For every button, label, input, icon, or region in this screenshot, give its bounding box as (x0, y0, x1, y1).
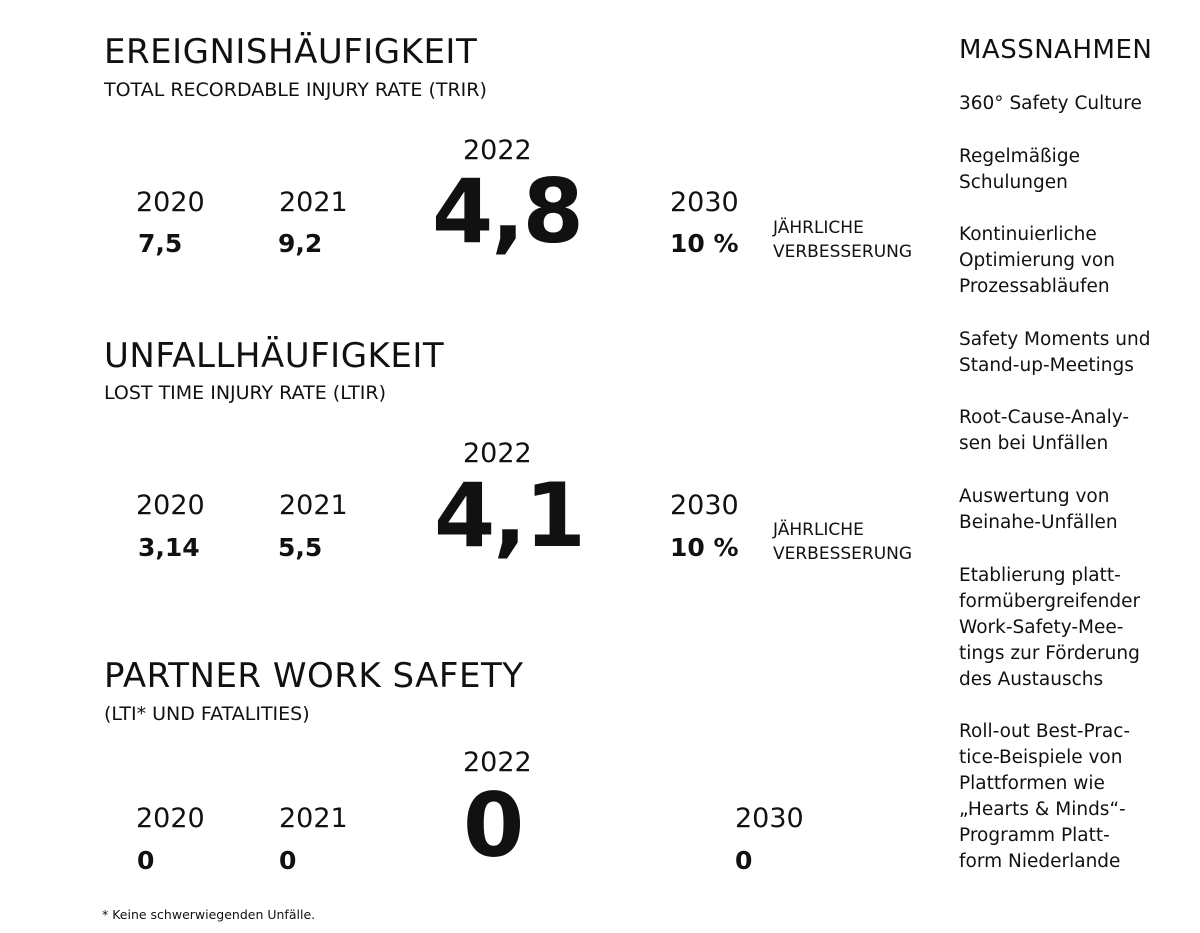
partner-2030-value: 0 (735, 846, 753, 875)
measure-item: Roll-out Best-Prac- tice-Beispiele von Plattformen wie „Hearts & Minds“- Programm Platt- form Niederlande (959, 721, 1131, 872)
trir-2020-value: 7,5 (138, 229, 183, 258)
measure-item: Safety Moments und Stand-up-Meetings (959, 329, 1151, 376)
trir-2021-year: 2021 (279, 187, 348, 218)
measure-item: Auswertung von Beinahe-Unfällen (959, 486, 1118, 533)
measure-item: Regelmäßige Schulungen (959, 146, 1080, 193)
partner-subtitle: (LTI* UND FATALITIES) (104, 703, 310, 725)
footnote: * Keine schwerwiegenden Unfälle. (102, 907, 316, 922)
ltir-2020-value: 3,14 (138, 533, 200, 562)
ltir-2021-value: 5,5 (278, 533, 323, 562)
ltir-2020-year: 2020 (136, 490, 205, 521)
trir-2022-year: 2022 (463, 135, 532, 166)
partner-2020-year: 2020 (136, 803, 205, 834)
partner-title: PARTNER WORK SAFETY (104, 656, 524, 696)
partner-2021-year: 2021 (279, 803, 348, 834)
trir-2020-year: 2020 (136, 187, 205, 218)
partner-2021-value: 0 (279, 846, 297, 875)
trir-subtitle: TOTAL RECORDABLE INJURY RATE (TRIR) (104, 79, 487, 101)
trir-2030-year: 2030 (670, 187, 739, 218)
measures-title: MASSNAHMEN (959, 35, 1153, 65)
measure-item: 360° Safety Culture (959, 93, 1142, 114)
trir-title: EREIGNISHÄUFIGKEIT (104, 32, 478, 72)
partner-2030-year: 2030 (735, 803, 804, 834)
ltir-title: UNFALLHÄUFIGKEIT (104, 336, 445, 376)
ltir-2022-value: 4,1 (434, 464, 584, 567)
ltir-2022-year: 2022 (463, 438, 532, 469)
partner-2020-value: 0 (137, 846, 155, 875)
ltir-2030-note: JÄHRLICHE VERBESSERUNG (773, 520, 913, 564)
trir-2030-note: JÄHRLICHE VERBESSERUNG (773, 218, 913, 262)
measure-item: Etablierung platt- formübergreifender Work-Safety-Mee- tings zur Förderung des Austauschs (959, 565, 1141, 690)
ltir-2021-year: 2021 (279, 490, 348, 521)
trir-2022-value: 4,8 (432, 160, 582, 263)
ltir-2030-value: 10 % (670, 533, 739, 562)
trir-2030-value: 10 % (670, 229, 739, 258)
partner-2022-value: 0 (463, 774, 523, 877)
ltir-subtitle: LOST TIME INJURY RATE (LTIR) (104, 382, 386, 404)
trir-2021-value: 9,2 (278, 229, 323, 258)
ltir-2030-year: 2030 (670, 490, 739, 521)
measure-item: Root-Cause-Analy- sen bei Unfällen (959, 407, 1130, 454)
measure-item: Kontinuierliche Optimierung von Prozessabläufen (959, 224, 1115, 297)
partner-2022-year: 2022 (463, 747, 532, 778)
